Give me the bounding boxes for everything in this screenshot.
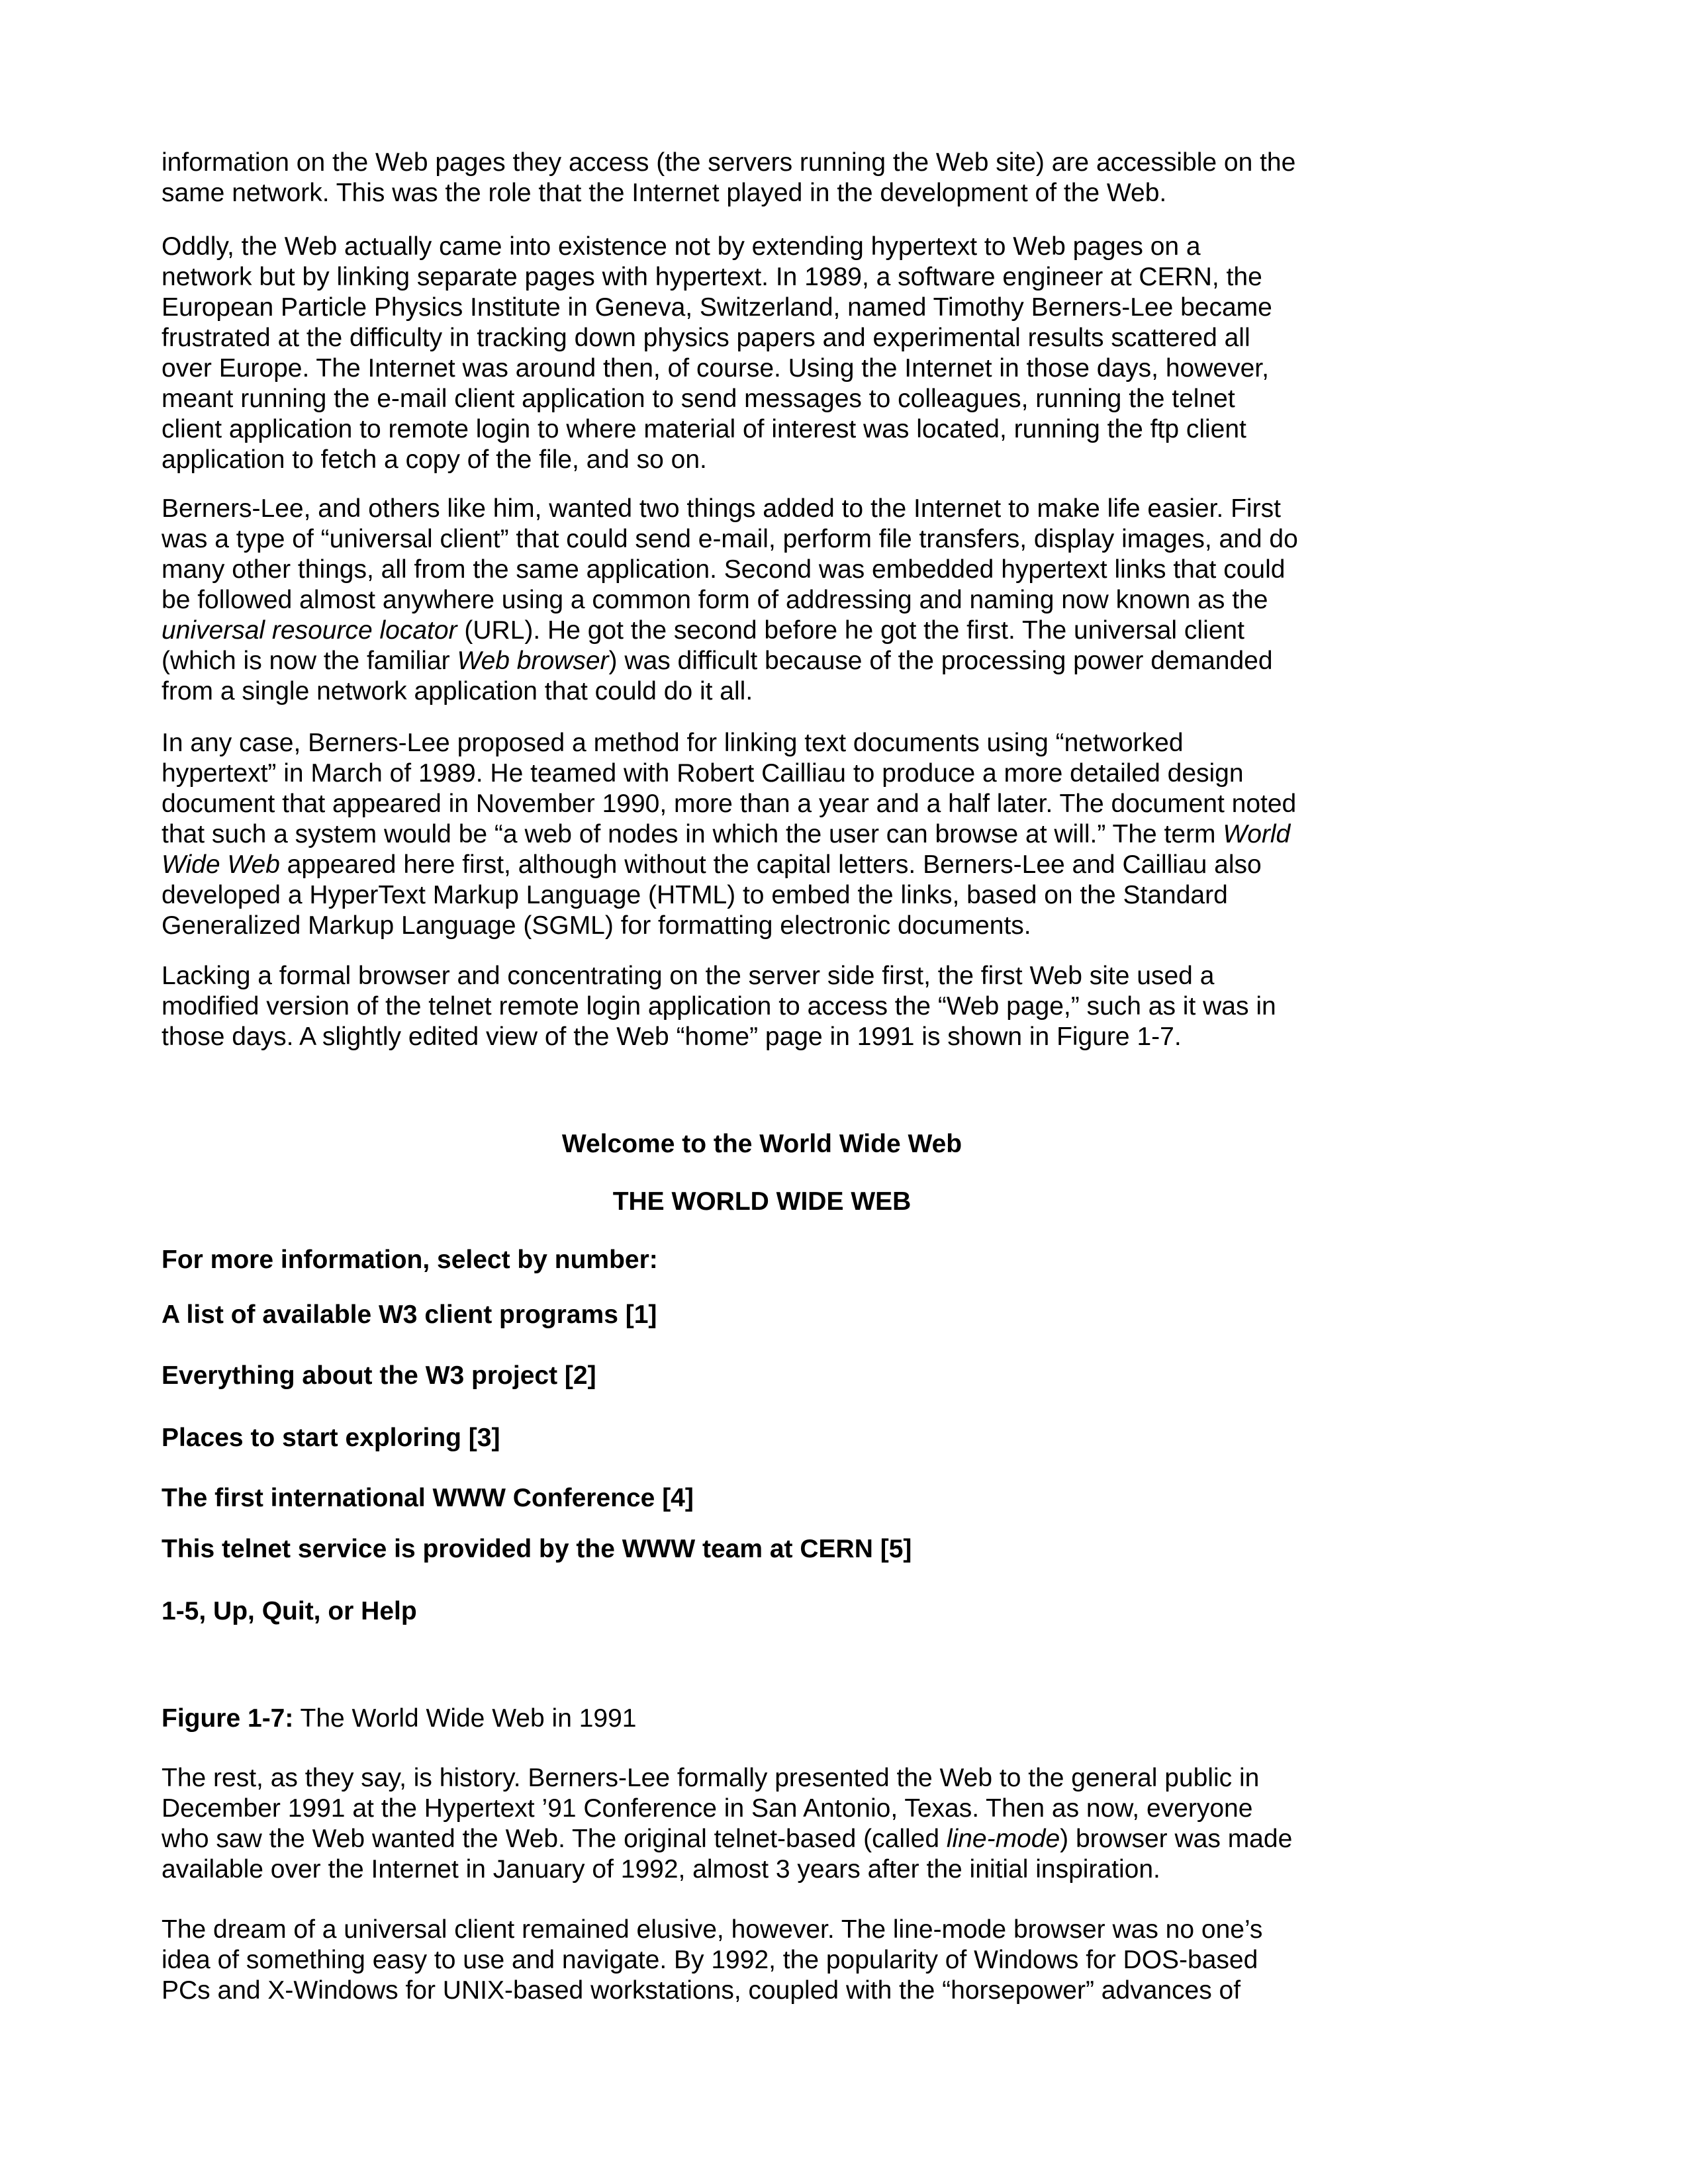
text-segment: frustrated at the difficulty in tracking down physics papers and experimental results scattered all: [162, 324, 1250, 352]
text-line: [162, 555, 1373, 585]
italic-term: Web browser: [457, 647, 609, 675]
text-segment: idea of something easy to use and navigate. By 1992, the popularity of Windows for DOS-based: [162, 1946, 1258, 1974]
text-line: [162, 880, 1373, 911]
text-line: [162, 585, 1373, 615]
text-segment: The rest, as they say, is history. Berners-Lee formally presented the Web to the general public in: [162, 1764, 1260, 1792]
text-line: [162, 615, 1373, 646]
text-segment: Generalized Markup Language (SGML) for formatting electronic documents.: [162, 911, 1031, 940]
text-line: [162, 1945, 1373, 1976]
text-line: [162, 1976, 1373, 2006]
text-segment: from a single network application that could do it all.: [162, 677, 753, 705]
text-line: [162, 1794, 1373, 1824]
text-segment: The dream of a universal client remained elusive, however. The line-mode browser was no one’s: [162, 1915, 1263, 1944]
paragraph-1: [162, 148, 1373, 208]
figure-menu-item-3: Places to start exploring [3]: [162, 1424, 500, 1452]
text-segment: who saw the Web wanted the Web. The original telnet-based (called: [162, 1825, 947, 1853]
text-segment: network but by linking separate pages with hypertext. In 1989, a software engineer at CERN, the: [162, 263, 1262, 291]
text-segment: information on the Web pages they access (the servers running the Web site) are accessible on the: [162, 148, 1296, 177]
figure-title: THE WORLD WIDE WEB: [612, 1187, 912, 1216]
text-line: [162, 494, 1373, 524]
text-segment: application to fetch a copy of the file, and so on.: [162, 445, 707, 474]
text-segment: European Particle Physics Institute in Geneva, Switzerland, named Timothy Berners-Lee became: [162, 293, 1272, 322]
paragraph-3: [162, 494, 1373, 707]
text-segment: that such a system would be “a web of nodes in which the user can browse at will.” The term: [162, 820, 1223, 848]
text-segment: (URL). He got the second before he got the first. The universal client: [457, 616, 1244, 645]
text-line: [162, 445, 1373, 475]
paragraph-6: [162, 1763, 1373, 1885]
text-segment: was a type of “universal client” that could send e-mail, perform file transfers, display images, and do: [162, 525, 1298, 553]
text-line: [162, 353, 1373, 384]
text-line: [162, 961, 1373, 991]
text-segment: hypertext” in March of 1989. He teamed with Robert Cailliau to produce a more detailed design: [162, 759, 1244, 788]
figure-commands: 1-5, Up, Quit, or Help: [162, 1597, 417, 1625]
figure-menu-item-5: This telnet service is provided by the WWW team at CERN [5]: [162, 1535, 912, 1563]
text-segment: Berners-Lee, and others like him, wanted two things added to the Internet to make life easier. First: [162, 494, 1281, 523]
italic-term: Wide Web: [162, 850, 280, 879]
text-line: [162, 728, 1373, 758]
text-line: [162, 1915, 1373, 1945]
text-segment: December 1991 at the Hypertext ’91 Conference in San Antonio, Texas. Then as now, everyone: [162, 1794, 1253, 1823]
text-segment: (which is now the familiar: [162, 647, 457, 675]
italic-term: World: [1223, 820, 1291, 848]
text-segment: ) browser was made: [1060, 1825, 1293, 1853]
text-segment: Oddly, the Web actually came into existence not by extending hypertext to Web pages on a: [162, 232, 1201, 261]
figure-menu-item-2: Everything about the W3 project [2]: [162, 1361, 596, 1390]
text-segment: ) was difficult because of the processing power demanded: [608, 647, 1273, 675]
text-line: [162, 1763, 1373, 1794]
text-line: [162, 789, 1373, 819]
text-line: [162, 384, 1373, 414]
text-line: [162, 293, 1373, 323]
text-line: [162, 911, 1373, 941]
italic-term: universal resource locator: [162, 616, 457, 645]
text-segment: meant running the e-mail client application to send messages to colleagues, running the telnet: [162, 385, 1235, 413]
text-line: [162, 148, 1373, 178]
figure-caption-text: The World Wide Web in 1991: [293, 1704, 637, 1733]
text-line: [162, 1022, 1373, 1052]
text-segment: many other things, all from the same application. Second was embedded hypertext links that could: [162, 555, 1286, 584]
text-segment: be followed almost anywhere using a common form of addressing and naming now known as the: [162, 586, 1268, 614]
text-line: [162, 819, 1373, 850]
text-line: [162, 1824, 1373, 1854]
text-segment: modified version of the telnet remote login application to access the “Web page,” such as it was in: [162, 992, 1276, 1021]
text-line: [162, 850, 1373, 880]
text-line: [162, 991, 1373, 1022]
figure-prompt: For more information, select by number:: [162, 1246, 658, 1274]
text-line: [162, 758, 1373, 789]
text-segment: available over the Internet in January of 1992, almost 3 years after the initial inspiration.: [162, 1855, 1160, 1884]
figure-menu-item-4: The first international WWW Conference [4]: [162, 1484, 694, 1512]
figure-welcome-heading: Welcome to the World Wide Web: [561, 1130, 962, 1158]
text-segment: appeared here first, although without the capital letters. Berners-Lee and Cailliau also: [279, 850, 1262, 879]
text-line: [162, 232, 1373, 262]
text-segment: In any case, Berners-Lee proposed a method for linking text documents using “networked: [162, 729, 1184, 757]
text-line: [162, 646, 1373, 676]
text-line: [162, 414, 1373, 445]
text-segment: client application to remote login to where material of interest was located, running the ftp client: [162, 415, 1246, 443]
italic-term: line-mode: [946, 1825, 1060, 1853]
paragraph-2: [162, 232, 1373, 475]
text-segment: same network. This was the role that the Internet played in the development of the Web.: [162, 179, 1167, 207]
figure-caption-label: Figure 1-7:: [162, 1704, 294, 1733]
text-segment: those days. A slightly edited view of the Web “home” page in 1991 is shown in Figure 1-7.: [162, 1023, 1182, 1051]
paragraph-4: [162, 728, 1373, 941]
text-line: [162, 676, 1373, 707]
text-segment: document that appeared in November 1990, more than a year and a half later. The document noted: [162, 790, 1297, 818]
text-line: [162, 323, 1373, 353]
text-line: [162, 524, 1373, 555]
figure-caption: [162, 1704, 1373, 1734]
text-line: [162, 1854, 1373, 1885]
text-line: [162, 262, 1373, 293]
text-segment: over Europe. The Internet was around then, of course. Using the Internet in those days, however,: [162, 354, 1269, 383]
text-segment: PCs and X-Windows for UNIX-based workstations, coupled with the “horsepower” advances of: [162, 1976, 1241, 2005]
text-line: [162, 178, 1373, 208]
text-segment: developed a HyperText Markup Language (HTML) to embed the links, based on the Standard: [162, 881, 1228, 909]
figure-menu-item-1: A list of available W3 client programs [1]: [162, 1300, 657, 1329]
paragraph-7: [162, 1915, 1373, 2006]
paragraph-5: [162, 961, 1373, 1052]
text-segment: Lacking a formal browser and concentrating on the server side first, the first Web site used a: [162, 962, 1215, 990]
